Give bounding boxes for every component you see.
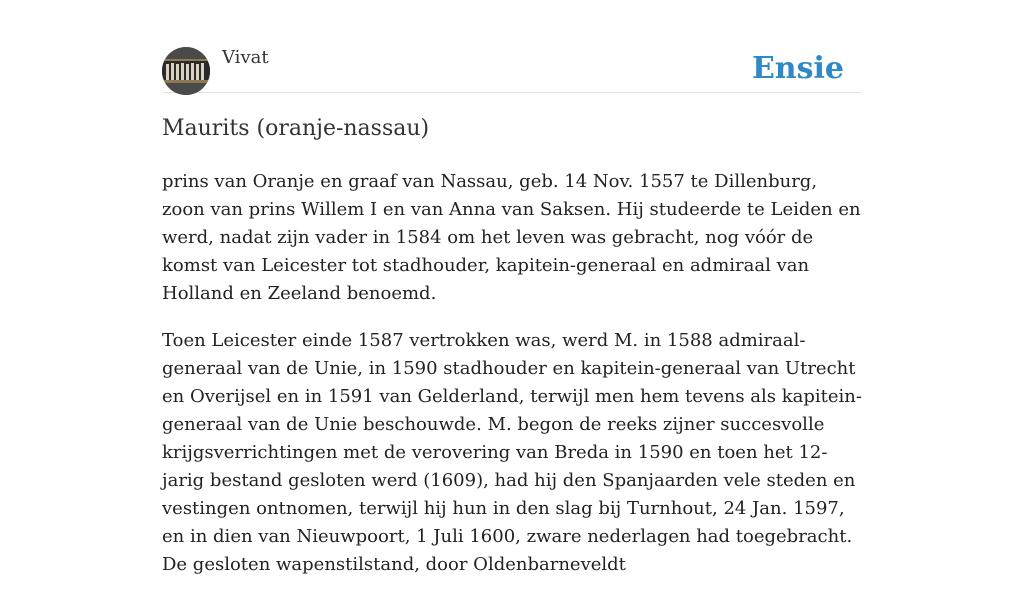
paragraph: Toen Leicester einde 1587 vertrokken was, werd M. in 1588 admiraal-generaal van de Unie, in 1590 stadhouder en kapitein-generaal van Utrecht en Overijsel en in 1591 van Gelderland, terwijl men hem tevens als kapitein-generaal van de Unie beschouwde. M. begon de reeks zijner succesvolle krijgsverrichtingen met de verovering van Breda in 1590 en toen het 12-jarig bestand gesloten werd (1609), had hij den Spanjaarden vele steden en vestingen ontnomen, terwijl hij hun in den slag bij Turnhout, 24 Jan. 1597, en in dien van Nieuwpoort, 1 Juli 1600, zware nederlagen had toegebracht. De gesloten wapenstilstand, door Oldenbarneveldt [162, 330, 862, 575]
username[interactable]: Vivat [222, 47, 269, 68]
paragraph: prins van Oranje en graaf van Nassau, geb. 14 Nov. 1557 te Dillenburg, zoon van prins Willem I en van Anna van Saksen. Hij studeerde te Leiden en werd, nadat zijn vader in 1584 om het leven was gebracht, nog vóór de komst van Leicester tot stadhouder, kapitein-generaal en admiraal van Holland en Zeeland benoemd. [162, 171, 861, 304]
article-body [162, 168, 864, 598]
library-avatar-icon [162, 47, 210, 95]
page-title: Maurits (oranje-nassau) [162, 116, 430, 141]
user-avatar[interactable] [162, 47, 210, 95]
brand-logo[interactable]: Ensie [751, 51, 844, 86]
header [162, 44, 862, 93]
